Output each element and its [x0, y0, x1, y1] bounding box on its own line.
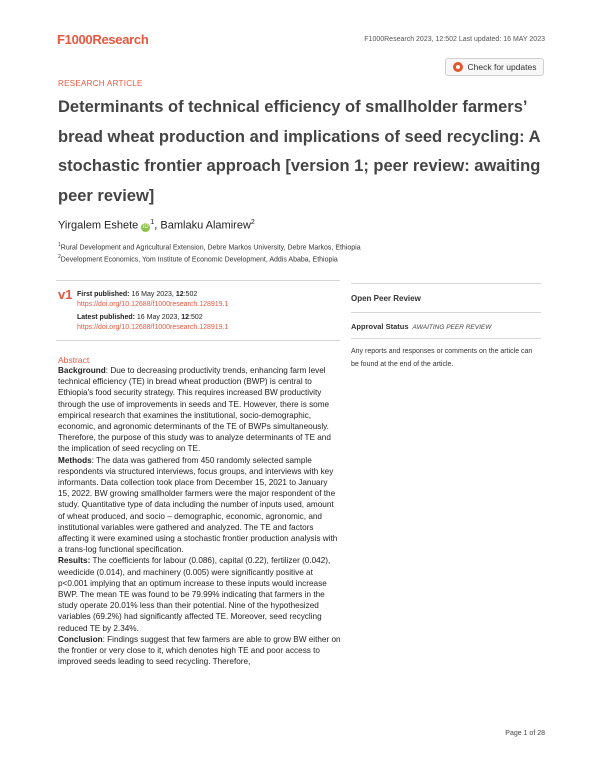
header-citation: F1000Research 2023, 12:502 Last updated: 16 MAY 2023: [364, 36, 545, 43]
abstract-results: [58, 555, 341, 633]
author-list: [58, 219, 255, 232]
abstract-background: [58, 365, 341, 455]
abstract-methods: [58, 455, 341, 556]
affiliation-text: Development Economics, Yom Institute of Economic Development, Addis Ababa, Ethiopia: [60, 256, 338, 264]
divider: [351, 283, 541, 284]
abstract-methods-text: : The data was gathered from 450 randomly selected sample respondents via structured interviews, focus groups, and interviews with key informants. Data collection took place from December 15, 2021 to January 15, 2022. BW growing smallholder farmers were the major respondent of the study. Quantitative type of data including the number of inputs used, amount of wheat produced, and socio – demographic, economic, agronomic, and institutional variables were gathered and analyzed. The TE and factors affecting it were examined using a stochastic frontier production analysis with a trans-log functional specification.: [58, 455, 338, 555]
first-published-doi-link[interactable]: https://doi.org/10.12688/f1000research.128919.1: [77, 301, 229, 308]
latest-published-date: 16 May 2023,: [134, 314, 182, 321]
abstract-heading: Abstract: [58, 355, 90, 365]
check-for-updates-button[interactable]: [445, 58, 544, 76]
abstract-body: [58, 365, 341, 667]
author-name[interactable]: Bamlaku Alamirew: [160, 219, 251, 232]
first-published-page: :502: [183, 291, 198, 298]
affiliation-number: 2: [58, 254, 61, 260]
first-published: [77, 290, 228, 310]
abstract-methods-label: Methods: [58, 455, 92, 465]
first-published-volume: 12: [175, 291, 184, 298]
latest-published-doi-link[interactable]: https://doi.org/10.12688/f1000research.128919.1: [77, 324, 229, 331]
crossmark-icon: [453, 62, 463, 72]
divider: [351, 338, 541, 339]
article-title: Determinants of technical efficiency of smallholder farmers’ bread wheat production and implications of seed recycling: A stochastic frontier approach [version 1; peer review: awaiting peer review]: [58, 98, 541, 205]
approval-status: [351, 322, 541, 331]
f1000research-logo[interactable]: F1000Research: [57, 32, 149, 47]
version-label: v1: [58, 287, 73, 302]
abstract-background-label: Background: [58, 366, 106, 375]
affiliation-number: 1: [58, 242, 61, 248]
author-name[interactable]: Yirgalem Eshete: [58, 219, 139, 232]
first-published-label: First published:: [77, 291, 130, 298]
latest-published-label: Latest published:: [77, 314, 135, 321]
author-separator: ,: [154, 219, 161, 232]
open-peer-review-heading: Open Peer Review: [351, 294, 421, 303]
latest-published-volume: 12: [181, 314, 190, 321]
affiliation: [58, 242, 361, 251]
abstract-conclusion-label: Conclusion: [58, 634, 103, 644]
affiliation-text: Rural Development and Agricultural Extension, Debre Markos University, Debre Markos, Ethiopia: [60, 244, 361, 252]
abstract-conclusion-text: : Findings suggest that few farmers are able to grow BW either on the frontier or very close to it, which denotes high TE and poor access to improved seeds leading to seed recycling. Therefore,: [58, 634, 341, 667]
affiliation: [58, 254, 338, 263]
abstract-background-text: : Due to decreasing productivity trends, enhancing farm level technical efficiency (TE) in bread wheat production (BWP) is central to Ethiopia's food security strategy. This requires increased BW productivity through the use of improvements in seeds and TE. However, there is some empirical research that examines the institutional, socio-demographic, economic, and agronomic determinants of the TE of BWPs simultaneously. Therefore, the purpose of this study was to analyze determinants of TE and the implication of seed recycling on TE.: [58, 366, 331, 454]
page-number: Page 1 of 28: [505, 730, 545, 737]
divider: [56, 340, 340, 341]
divider: [351, 312, 541, 313]
abstract-results-label: Results:: [58, 556, 91, 566]
orcid-icon[interactable]: iD: [143, 223, 149, 230]
divider: [56, 280, 340, 281]
abstract-conclusion: [58, 634, 341, 668]
article-type: RESEARCH ARTICLE: [58, 79, 143, 88]
abstract-results-text: The coefficients for labour (0.086), capital (0.22), fertilizer (0.042), weedicide (0.014), and machinery (0.005) were significantly positive at p<0.001 implying that an optimum increase to these inputs would increase BWP. The mean TE was found to be 79.99% indicating that farmers in the study operate 20.01% less than their potential. Nine of the hypothesized variables (69.2%) had significantly affected TE. Moreover, seed recycling reduced TE by 2.34%.: [58, 556, 331, 633]
open-peer-review-panel: [351, 283, 541, 371]
peer-review-note: Any reports and responses or comments on the article can be found at the end of the article.: [351, 348, 533, 368]
check-for-updates-label: Check for updates: [467, 62, 537, 72]
approval-status-label: Approval Status: [351, 322, 409, 331]
first-published-date: 16 May 2023,: [129, 291, 176, 298]
author-affiliation-sup: 1: [150, 219, 155, 226]
latest-published: [77, 313, 228, 333]
latest-published-page: :502: [189, 314, 203, 321]
author-affiliation-sup: 2: [250, 219, 255, 226]
approval-status-value: AWAITING PEER REVIEW: [412, 324, 492, 331]
